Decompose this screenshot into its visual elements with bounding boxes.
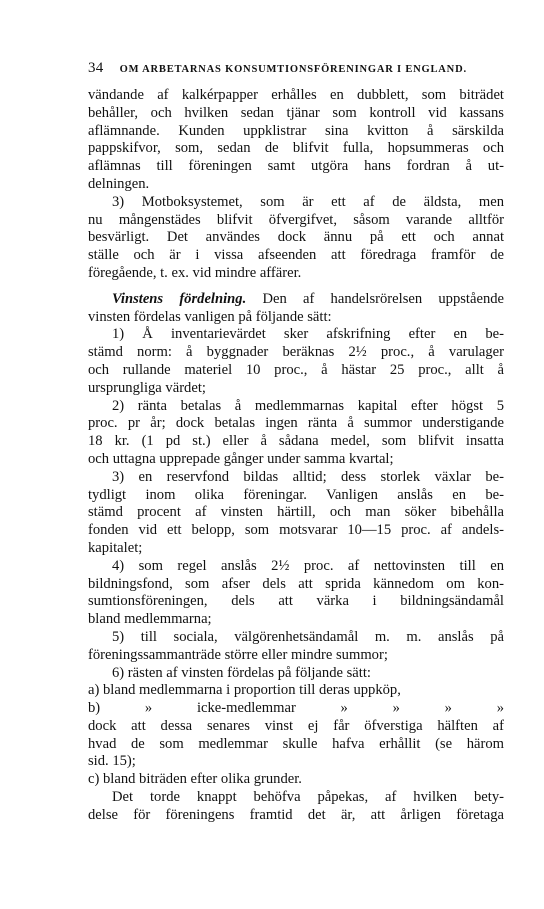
text-line: hvad de som medlemmar skulle hafva erhållit (se härom	[88, 735, 504, 752]
text-line: 18 kr. (1 pd st.) eller å sådana medel, som blifvit insatta	[88, 433, 504, 450]
text-line: 1) Å inventarievärdet sker afskrifning efter en be-	[112, 326, 504, 343]
paragraph	[88, 398, 504, 469]
text-line: sumtionsföreningen, dels att värka i bildningsändamål	[88, 593, 504, 610]
text-line: proc. pr år; dock betalas ingen ränta å summor understigande	[88, 415, 504, 432]
text-line: besvärligt. Det användes dock ännu på ett och annat	[88, 229, 504, 246]
text-line: behåller, och hvilken sedan tjänar som kontroll vid kassans	[88, 104, 504, 121]
text-line: bildningsfond, som afser dels att sprida kännedom om kon-	[88, 575, 504, 592]
body-text	[88, 87, 504, 825]
text-line: stämd norm: å byggnader beräknas 2½ proc., å varulager	[88, 344, 504, 361]
running-title: OM ARBETARNAS KONSUMTIONSFÖRENINGAR I ENGLAND.	[119, 64, 467, 75]
paragraph	[88, 789, 504, 825]
text-line	[88, 291, 504, 309]
text-line: delse för föreningens framtid det är, att årligen företaga	[88, 806, 504, 823]
text-line: delningen.	[88, 175, 150, 192]
text-line: ställe och är i vissa afseenden att föredraga framför de	[88, 247, 504, 264]
running-head	[88, 60, 504, 77]
text-line: ursprungliga värdet;	[88, 379, 206, 396]
text-line: stämd procent af vinsten härtill, och man söker bibehålla	[88, 504, 504, 521]
text-line: 3) en reservfond bildas alltid; dess storlek växlar be-	[112, 468, 504, 485]
text-line: bland medlemmarna;	[88, 611, 212, 628]
text-line: 4) som regel anslås 2½ proc. af nettovinsten till en	[112, 557, 504, 574]
text-line: b) » icke-medlemmar » » » »	[88, 700, 504, 717]
text-line: dock att dessa senares vinst ej får öfverstiga hälften af	[88, 717, 504, 734]
paragraph	[88, 469, 504, 558]
text-line: pappskifvor, som, sedan de blifvit fulla, hopsummeras och	[88, 140, 504, 157]
paragraph	[88, 87, 504, 194]
paragraph	[88, 326, 504, 397]
text-line: Det torde knappt behöfva påpekas, af hvilken bety-	[112, 789, 504, 806]
paragraph	[88, 771, 504, 789]
text-line: nu mångenstädes blifvit öfvergifvet, såsom varande alltför	[88, 211, 504, 228]
text-line: aflämnas till föreningen samt utgöra hans fordran å ut-	[88, 158, 504, 175]
paragraph	[88, 558, 504, 629]
text-line: 6) rästen af vinsten fördelas på följande sätt:	[112, 664, 371, 681]
text-line: tydligt inom olika föreningar. Vanligen anslås en be-	[88, 486, 504, 503]
text-line: c) bland biträden efter olika grunder.	[88, 771, 302, 788]
paragraph-gap	[88, 283, 504, 291]
text-line: vändande af kalkérpapper erhålles en dubblett, som biträdet	[88, 87, 504, 103]
text-line: och rullande materiel 10 proc., å hästar 25 proc., allt å	[88, 361, 504, 378]
text-line: a) bland medlemmarna i proportion till deras uppköp,	[88, 682, 401, 699]
text-line: föregående, t. ex. vid mindre affärer.	[88, 264, 302, 281]
text-line: sid. 15);	[88, 753, 136, 770]
text-line: fonden vid ett belopp, som motsvarar 10—15 proc. af andels-	[88, 522, 504, 539]
text-line: vinsten fördelas vanligen på följande sätt:	[88, 308, 332, 325]
text-line: 2) ränta betalas å medlemmarnas kapital efter högst 5	[112, 397, 504, 414]
text-line: aflämnande. Kunden uppklistrar sina kvitton å särskilda	[88, 122, 504, 139]
paragraph	[88, 629, 504, 665]
text-line: 5) till sociala, välgörenhetsändamål m. m. anslås på	[112, 628, 504, 645]
paragraph	[88, 194, 504, 283]
page-number: 34	[88, 60, 104, 76]
book-page	[88, 60, 504, 825]
text-line: och uttagna upprepade gånger under samma kvartal;	[88, 450, 394, 467]
text-line: kapitalet;	[88, 539, 143, 556]
section-heading: Vinstens fördelning.	[112, 290, 247, 307]
text-run: Den af handelsrörelsen uppstående	[262, 290, 505, 307]
text-line: föreningssammanträde större eller mindre summor;	[88, 646, 388, 663]
paragraph	[88, 291, 504, 327]
text-line: 3) Motboksystemet, som är ett af de äldsta, men	[112, 193, 504, 210]
paragraph	[88, 665, 504, 772]
